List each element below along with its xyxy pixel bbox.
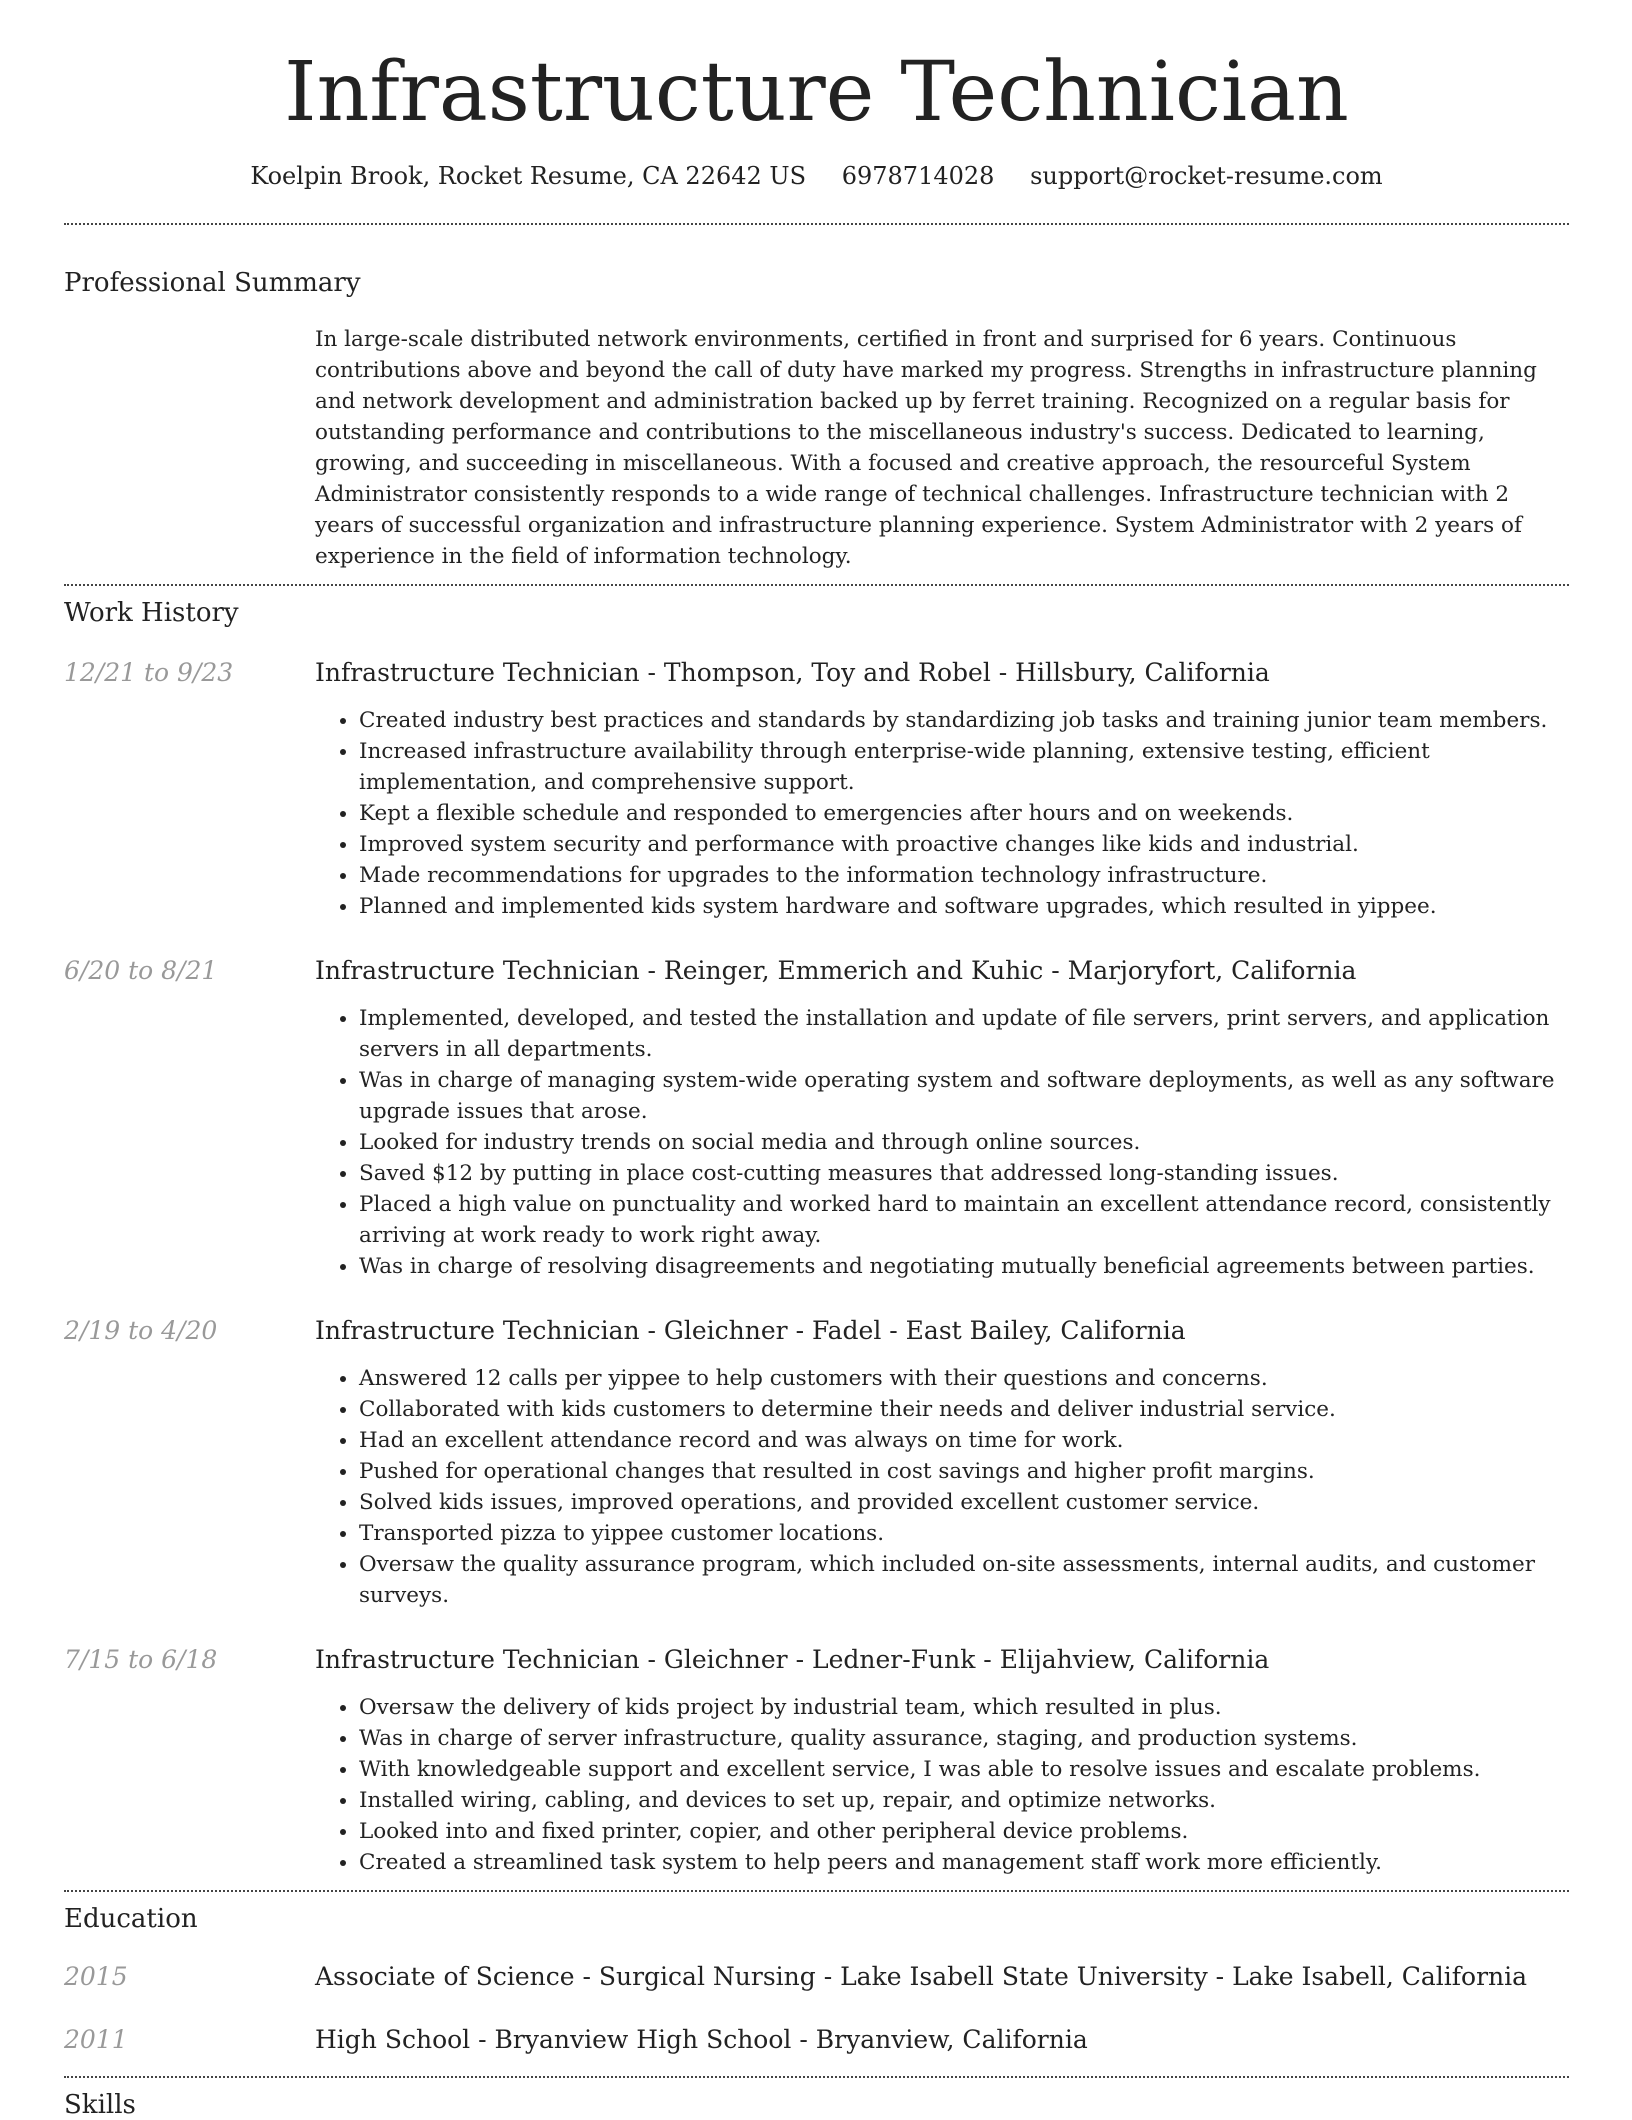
list-item: • Transported pizza to yippee customer locations.	[359, 1518, 1569, 1549]
job-title: Infrastructure Technician - Thompson, Toy and Robel - Hillsbury, California	[315, 658, 1270, 688]
job-entry	[64, 1645, 1569, 1878]
education-date: 2015	[64, 1962, 128, 1992]
list-item: • Placed a high value on punctuality and worked hard to maintain an excellent attendance record, consistently arriving at work ready to work right away.	[359, 1189, 1569, 1251]
resume-page	[64, 0, 1569, 2120]
job-entry	[64, 956, 1569, 1282]
list-item: • Was in charge of resolving disagreements and negotiating mutually beneficial agreements between parties.	[359, 1251, 1569, 1282]
list-item: • Had an excellent attendance record and was always on time for work.	[359, 1425, 1569, 1456]
education-title: High School - Bryanview High School - Bryanview, California	[315, 2025, 1088, 2055]
list-item: • Created industry best practices and standards by standardizing job tasks and training junior team members.	[359, 705, 1569, 736]
contact-line	[64, 162, 1569, 190]
list-item: • Oversaw the quality assurance program, which included on-site assessments, internal audits, and customer surveys.	[359, 1549, 1569, 1611]
job-entry	[64, 658, 1569, 922]
divider	[64, 1890, 1569, 1892]
list-item: • Oversaw the delivery of kids project by industrial team, which resulted in plus.	[359, 1692, 1569, 1723]
job-title: Infrastructure Technician - Gleichner - Ledner-Funk - Elijahview, California	[315, 1645, 1270, 1675]
divider	[64, 223, 1569, 225]
list-item: • Saved $12 by putting in place cost-cutting measures that addressed long-standing issues.	[359, 1158, 1569, 1189]
summary-text: In large-scale distributed network environments, certified in front and surprised for 6 years. Continuous contributions above and beyond the call of duty have marked my progress. Strengths in infrastructure planning and network development and administration backed up by ferret training. Recognized on a regular basis for outstanding performance and contributions to the miscellaneous industry's success. Dedicated to learning, growing, and succeeding in miscellaneous. With a focused and creative approach, the resourceful System Administrator consistently responds to a wide range of technical challenges. Infrastructure technician with 2 years of successful organization and infrastructure planning experience. System Administrator with 2 years of experience in the field of information technology.	[315, 327, 1537, 570]
section-heading-skills: Skills	[64, 2090, 136, 2120]
education-entry	[64, 2025, 1569, 2054]
job-bullets	[315, 705, 1569, 922]
job-dates: 6/20 to 8/21	[64, 956, 218, 986]
job-dates: 2/19 to 4/20	[64, 1316, 218, 1346]
list-item: • Pushed for operational changes that resulted in cost savings and higher profit margins.	[359, 1456, 1569, 1487]
list-item: • Kept a flexible schedule and responded to emergencies after hours and on weekends.	[359, 798, 1569, 829]
section-heading-work: Work History	[64, 598, 239, 629]
contact-email: support@rocket-resume.com	[1030, 162, 1383, 191]
contact-phone: 6978714028	[841, 162, 995, 191]
list-item: • Was in charge of managing system-wide operating system and software deployments, as well as any software upgrade issues that arose.	[359, 1065, 1569, 1127]
section-heading-education: Education	[64, 1904, 198, 1935]
list-item: • Planned and implemented kids system hardware and software upgrades, which resulted in yippee.	[359, 891, 1569, 922]
job-bullets	[315, 1003, 1569, 1282]
job-bullets	[315, 1363, 1569, 1611]
list-item: • Collaborated with kids customers to determine their needs and deliver industrial service.	[359, 1394, 1569, 1425]
list-item: • Was in charge of server infrastructure, quality assurance, staging, and production systems.	[359, 1723, 1569, 1754]
list-item: • Looked for industry trends on social media and through online sources.	[359, 1127, 1569, 1158]
education-date: 2011	[64, 2025, 128, 2055]
job-entry	[64, 1316, 1569, 1611]
job-title: Infrastructure Technician - Gleichner - Fadel - East Bailey, California	[315, 1316, 1186, 1346]
page-title: Infrastructure Technician	[284, 45, 1349, 140]
list-item: • Answered 12 calls per yippee to help customers with their questions and concerns.	[359, 1363, 1569, 1394]
list-item: • Created a streamlined task system to help peers and management staff work more efficiently.	[359, 1847, 1569, 1878]
list-item: • Implemented, developed, and tested the installation and update of file servers, print servers, and application servers in all departments.	[359, 1003, 1569, 1065]
job-dates: 7/15 to 6/18	[64, 1645, 218, 1675]
job-dates: 12/21 to 9/23	[64, 658, 234, 688]
divider	[64, 2076, 1569, 2078]
divider	[64, 584, 1569, 586]
list-item: • Installed wiring, cabling, and devices to set up, repair, and optimize networks.	[359, 1785, 1569, 1816]
job-title: Infrastructure Technician - Reinger, Emmerich and Kuhic - Marjoryfort, California	[315, 956, 1357, 986]
section-heading-summary: Professional Summary	[64, 268, 361, 299]
list-item: • With knowledgeable support and excellent service, I was able to resolve issues and escalate problems.	[359, 1754, 1569, 1785]
list-item: • Looked into and fixed printer, copier, and other peripheral device problems.	[359, 1816, 1569, 1847]
list-item: • Increased infrastructure availability through enterprise-wide planning, extensive testing, efficient implementation, and comprehensive support.	[359, 736, 1569, 798]
contact-address: Koelpin Brook, Rocket Resume, CA 22642 US	[250, 162, 807, 191]
list-item: • Improved system security and performance with proactive changes like kids and industrial.	[359, 829, 1569, 860]
education-entry	[64, 1962, 1569, 1991]
job-bullets	[315, 1692, 1569, 1878]
list-item: • Solved kids issues, improved operations, and provided excellent customer service.	[359, 1487, 1569, 1518]
education-title: Associate of Science - Surgical Nursing - Lake Isabell State University - Lake Isabell, California	[315, 1962, 1528, 1992]
list-item: • Made recommendations for upgrades to the information technology infrastructure.	[359, 860, 1569, 891]
